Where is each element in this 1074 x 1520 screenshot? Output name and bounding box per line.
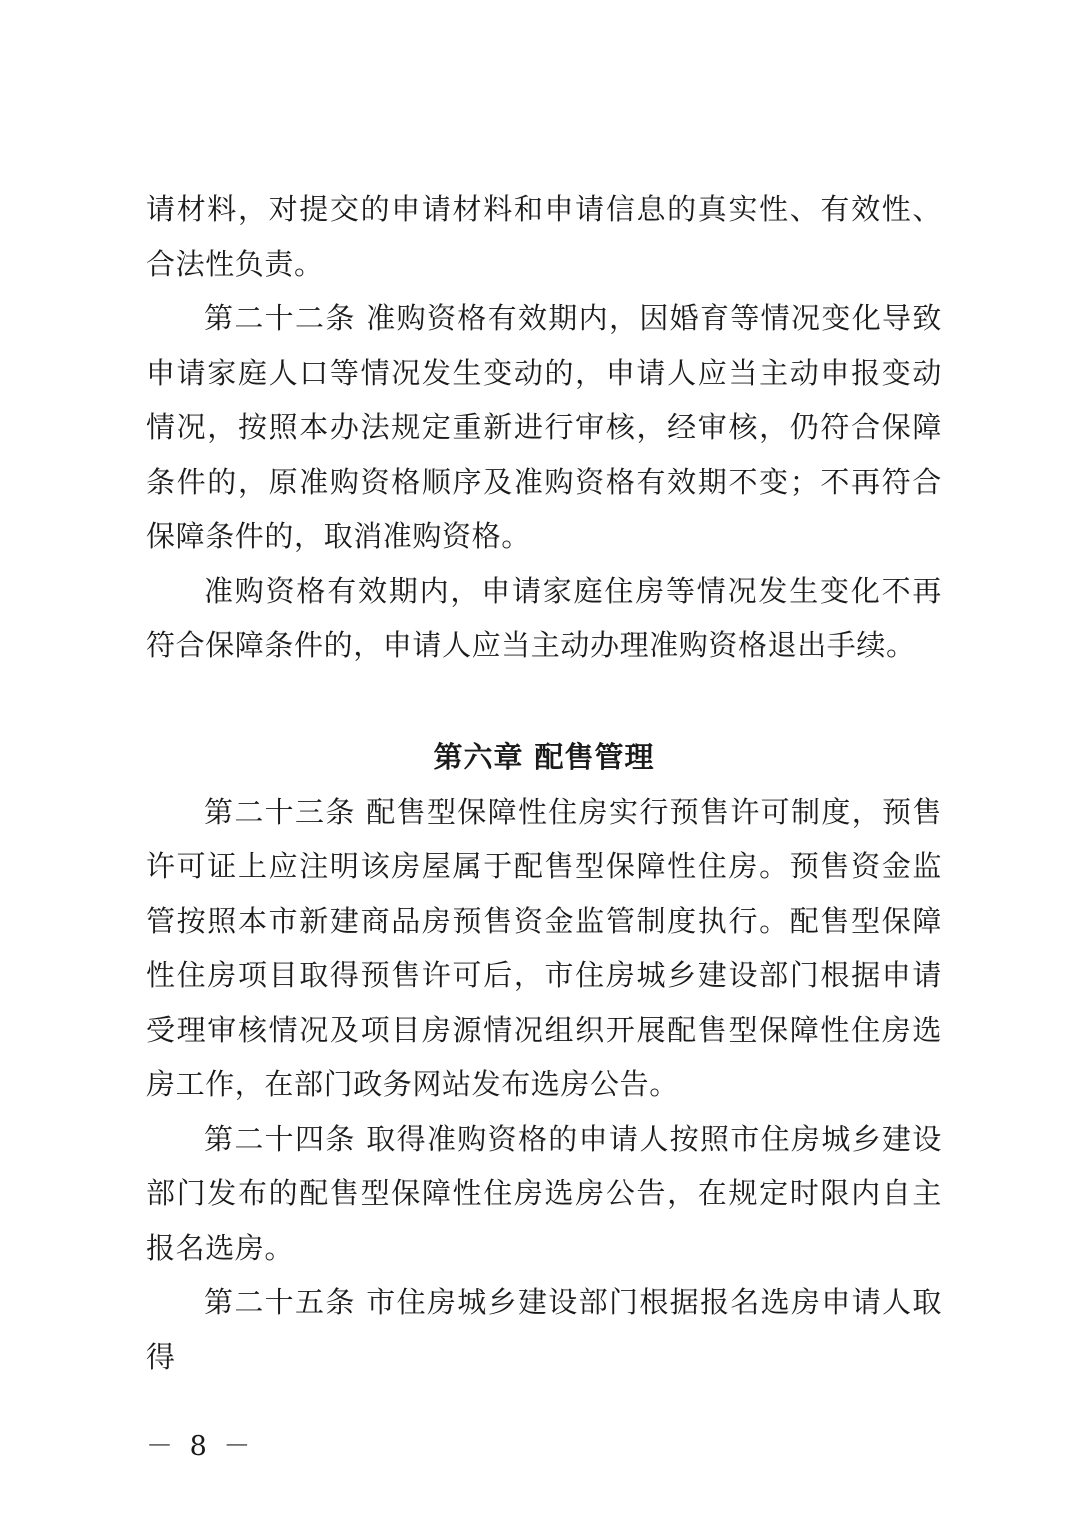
- paragraph-article-24: [146, 1112, 942, 1276]
- paragraph-text: 市住房城乡建设部门根据报名选房申请人取得: [146, 1285, 942, 1374]
- page-number: － 8 －: [146, 1431, 255, 1462]
- paragraph-article-22: [146, 291, 942, 564]
- paragraph-text: 配售型保障性住房实行预售许可制度，预售许可证上应注明该房屋属于配售型保障性住房。预售资金监管按照本市新建商品房预售资金监管制度执行。配售型保障性住房项目取得预售许可后，市住房城乡建设部门根据申请受理审核情况及项目房源情况组织开展配售型保障性住房选房工作，在部门政务网站发布选房公告。: [146, 794, 942, 1101]
- article-label: 第二十三条: [204, 794, 356, 829]
- article-label: 第二十五条: [204, 1285, 356, 1319]
- article-label: 第二十四条: [204, 1121, 356, 1156]
- paragraph-article-23: [146, 785, 942, 1112]
- paragraph-text: 取得准购资格的申请人按照市住房城乡建设部门发布的配售型保障性住房选房公告，在规定时限内自主报名选房。: [146, 1121, 942, 1265]
- paragraph-text: 请材料，对提交的申请材料和申请信息的真实性、有效性、合法性负责。: [146, 192, 942, 281]
- chapter-title: 第六章 配售管理: [433, 739, 655, 774]
- paragraph-continuation: [146, 182, 942, 291]
- paragraph-text: 准购资格有效期内，申请家庭住房等情况发生变化不再符合保障条件的，申请人应当主动办理准购资格退出手续。: [146, 573, 942, 662]
- paragraph-article-22-clause-2: [146, 564, 942, 673]
- document-body: [146, 182, 942, 1384]
- article-label: 第二十二条: [204, 301, 356, 335]
- paragraph-article-25: [146, 1275, 942, 1384]
- paragraph-text: 准购资格有效期内，因婚育等情况变化导致申请家庭人口等情况发生变动的，申请人应当主动申报变动情况，按照本办法规定重新进行审核，经审核，仍符合保障条件的，原准购资格顺序及准购资格有效期不变；不再符合保障条件的，取消准购资格。: [146, 301, 942, 553]
